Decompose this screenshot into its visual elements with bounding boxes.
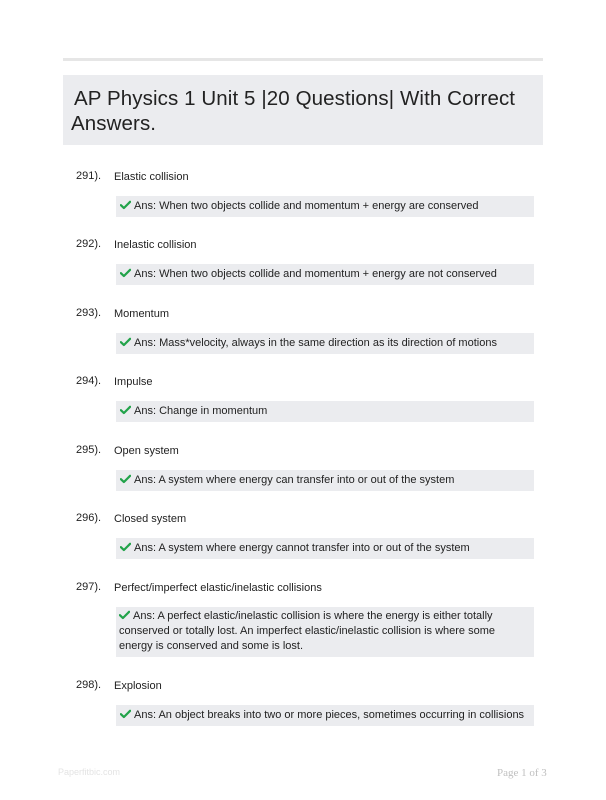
footer-watermark: Paperfitbic.com: [58, 767, 121, 777]
answer-text: Ans: When two objects collide and momentum + energy are not conserved: [134, 268, 497, 280]
check-icon: [120, 268, 131, 278]
answer-box: [116, 607, 534, 657]
answer-box: [116, 470, 534, 491]
check-icon: [120, 337, 131, 347]
question-number: 295).: [76, 444, 102, 456]
question-number: 296).: [76, 512, 102, 524]
check-icon: [120, 709, 131, 719]
check-icon: [120, 200, 131, 210]
answer-text: Ans: When two objects collide and momentum + energy are conserved: [134, 200, 479, 212]
answer-box: [116, 333, 534, 354]
page-title: [71, 86, 535, 136]
title-banner: [63, 75, 543, 145]
answer-text: Ans: Mass*velocity, always in the same direction as its direction of motions: [134, 337, 497, 349]
page-title-line-2: Answers.: [71, 112, 157, 135]
page-title-line-1: AP Physics 1 Unit 5 |20 Questions| With Correct: [74, 87, 516, 110]
answer-box: [116, 705, 534, 726]
question-number: 292).: [76, 238, 102, 250]
answer-box: [116, 264, 534, 285]
question-term: Inelastic collision: [114, 239, 197, 251]
answer-box: [116, 538, 534, 559]
check-icon: [120, 405, 131, 415]
answer-text: Ans: A system where energy can transfer into or out of the system: [134, 474, 455, 486]
check-icon: [119, 610, 130, 620]
question-term: Impulse: [114, 376, 153, 388]
question-number: 293).: [76, 307, 102, 319]
question-term: Elastic collision: [114, 171, 189, 183]
answer-text: Ans: An object breaks into two or more pieces, sometimes occurring in collisions: [134, 709, 525, 721]
question-number: 291).: [76, 170, 102, 182]
question-number: 294).: [76, 375, 102, 387]
top-divider: [63, 58, 543, 61]
question-term: Momentum: [114, 308, 170, 320]
answer-text: Ans: A system where energy cannot transfer into or out of the system: [134, 542, 470, 554]
question-term: Open system: [114, 445, 179, 457]
answer-text: Ans: A perfect elastic/inelastic collision is where the energy is either totally conserved or totally lost. An imperfect elastic/inelastic collision is where some energy is conserved and some is lost.: [119, 610, 495, 652]
answer-box: [116, 401, 534, 422]
check-icon: [120, 542, 131, 552]
question-term: Closed system: [114, 513, 187, 525]
answer-box: [116, 196, 534, 217]
answer-text: Ans: Change in momentum: [134, 405, 268, 417]
question-term: Explosion: [114, 680, 162, 692]
check-icon: [120, 474, 131, 484]
question-number: 297).: [76, 581, 102, 593]
question-term: Perfect/imperfect elastic/inelastic collisions: [114, 582, 322, 594]
question-number: 298).: [76, 679, 102, 691]
page-indicator: Page 1 of 3: [497, 767, 547, 779]
